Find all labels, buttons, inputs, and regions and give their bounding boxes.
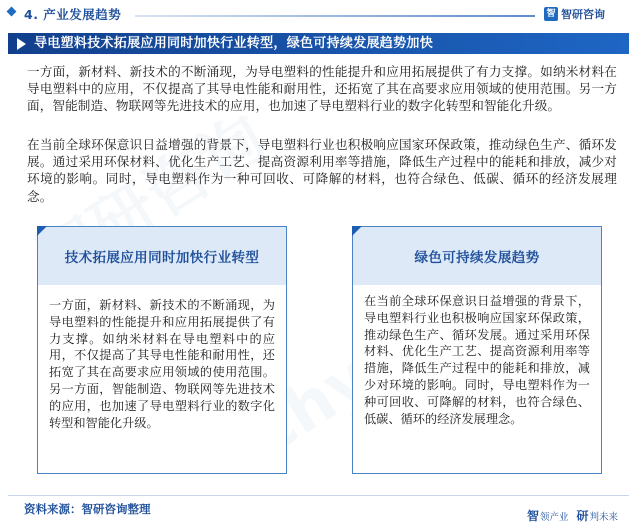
slogan-char-1: 智 bbox=[527, 509, 540, 523]
slogan-text-1: 领产业 bbox=[540, 512, 569, 523]
source-note: 资料来源：智研咨询整理 bbox=[24, 502, 151, 516]
card-header bbox=[353, 227, 601, 285]
diamond-icon bbox=[8, 8, 18, 18]
brand-logo-icon: 智 bbox=[544, 7, 558, 21]
card-title: 技术拓展应用同时加快行业转型 bbox=[64, 250, 260, 266]
card-header bbox=[38, 227, 286, 285]
footer-slogan bbox=[527, 507, 618, 524]
paragraph-technology: 一方面，新材料、新技术的不断涌现，为导电塑料的性能提升和应用拓展提供了有力支撑。如纳米材料在导电塑料中的应用，不仅提高了其导电性能和耐用性，还拓宽了其在高要求应用领域的使用范围。另一方面，智能制造、物联网等先进技术的应用，也加速了导电塑料行业的数字化转型和智能化升级。 bbox=[27, 64, 617, 114]
top-header bbox=[0, 0, 637, 30]
footer-divider bbox=[8, 495, 629, 496]
play-arrow-icon bbox=[17, 38, 26, 50]
slogan-char-2: 研 bbox=[576, 509, 589, 523]
card-body: 一方面，新材料、新技术的不断涌现，为导电塑料的性能提升和应用拓展提供了有力支撑。如纳米材料在导电塑料中的应用，不仅提高了其导电性能和耐用性，还拓宽了其在高要求应用领域的使用范围。另一方面，智能制造、物联网等先进技术的应用，也加速了导电塑料行业的数字化转型和智能化升级。 bbox=[49, 298, 275, 430]
section-title: 4. 产业发展趋势 bbox=[24, 7, 122, 22]
card-green bbox=[352, 226, 602, 474]
slogan-text-2: 判未来 bbox=[589, 512, 619, 523]
header-divider bbox=[135, 15, 535, 17]
card-body: 在当前全球环保意识日益增强的背景下，导电塑料行业也积极响应国家环保政策，推动绿色生产、循环发展。通过采用环保材料、优化生产工艺、提高资源利用率等措施，降低生产过程中的能耗和排放，减少对环境的影响。同时，导电塑料作为一种可回收、可降解的材料，也符合绿色、低碳、循环的经济发展理念。 bbox=[364, 294, 590, 426]
brand-name: 智研咨询 bbox=[561, 8, 605, 21]
banner bbox=[8, 33, 629, 54]
brand bbox=[544, 6, 605, 22]
banner-title: 导电塑料技术拓展应用同时加快行业转型，绿色可持续发展趋势加快 bbox=[34, 36, 434, 51]
card-technology bbox=[37, 226, 287, 474]
paragraph-green: 在当前全球环保意识日益增强的背景下，导电塑料行业也积极响应国家环保政策，推动绿色生产、循环发展。通过采用环保材料、优化生产工艺、提高资源利用率等措施，降低生产过程中的能耗和排放，减少对环境的影响。同时，导电塑料作为一种可回收、可降解的材料，也符合绿色、低碳、循环的经济发展理念。 bbox=[27, 137, 617, 204]
card-title: 绿色可持续发展趋势 bbox=[414, 250, 540, 266]
